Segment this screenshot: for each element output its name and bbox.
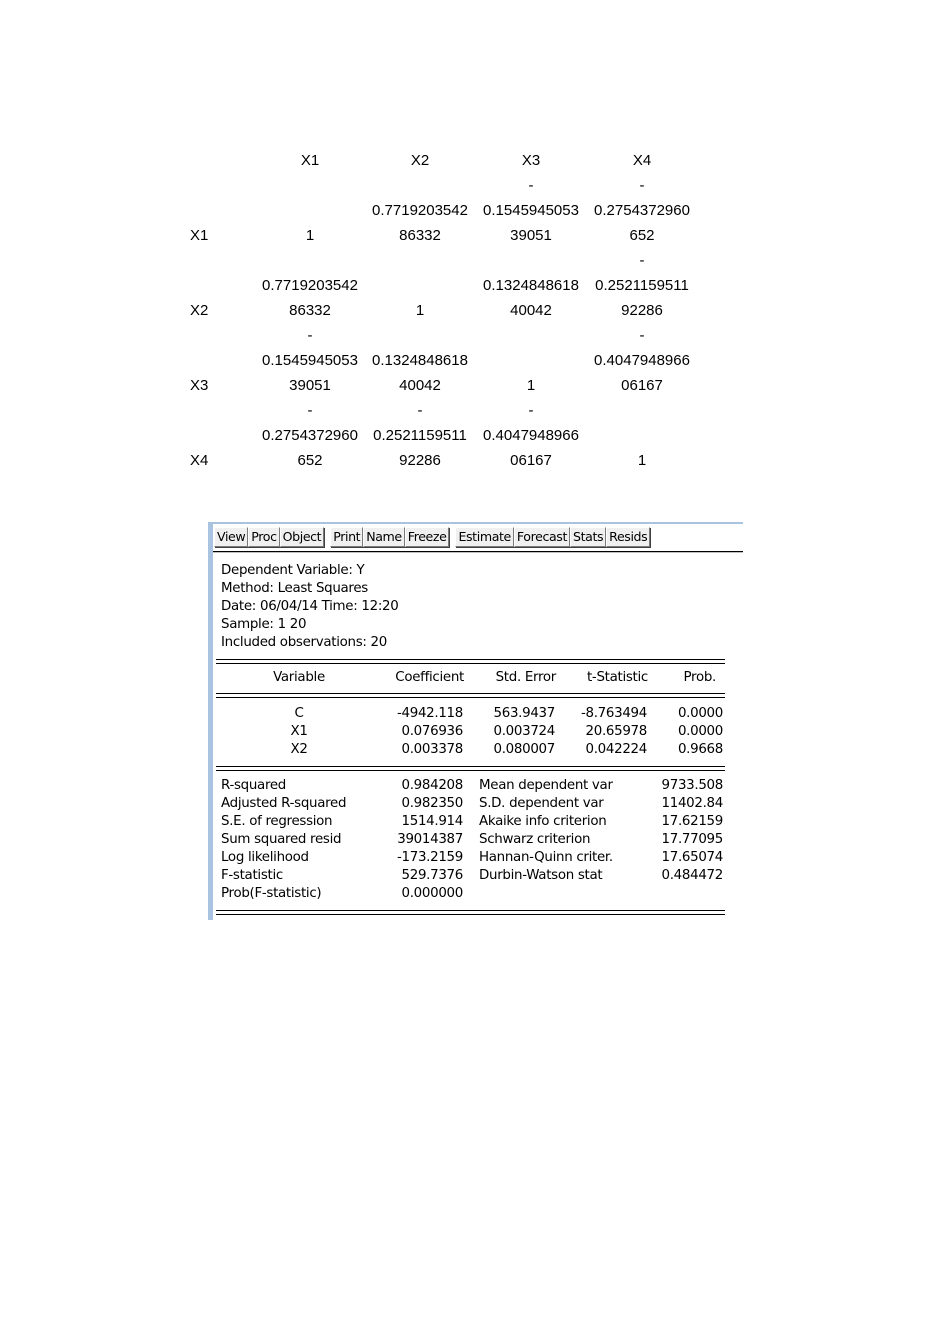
view-button[interactable]: View (214, 527, 248, 547)
matrix-cell-x1-x3: - (528, 177, 534, 194)
matrix-cell-x1-x3: 39051 (510, 227, 552, 244)
resids-button[interactable]: Resids (606, 527, 650, 547)
matrix-cell-x3-x4: 0.4047948966 (594, 352, 690, 369)
coefficient-value: 0.076936 (401, 724, 463, 739)
stat-value: 17.77095 (661, 832, 723, 847)
table-rule-mid (216, 693, 725, 698)
coefficient-value: 0.003724 (493, 724, 555, 739)
matrix-cell-x1-x2: 0.7719203542 (372, 202, 468, 219)
stat-value: 0.982350 (401, 796, 463, 811)
matrix-cell-x1-x2: 86332 (399, 227, 441, 244)
proc-button[interactable]: Proc (248, 527, 279, 547)
coefficient-value: 0.080007 (493, 742, 555, 757)
column-header-coefficient: Coefficient (395, 670, 464, 685)
matrix-cell-x4-x1: 652 (297, 452, 323, 469)
stat-value: 0.484472 (661, 868, 723, 883)
coefficient-value: 0.042224 (585, 742, 647, 757)
column-header-x3: X3 (521, 152, 541, 169)
coefficient-value: 0.9668 (677, 742, 723, 757)
matrix-cell-x2-x1: 0.7719203542 (262, 277, 358, 294)
object-button[interactable]: Object (280, 527, 325, 547)
eviews-equation-window (208, 522, 743, 920)
included-observations: Included observations: 20 (221, 635, 387, 650)
stat-label: Schwarz criterion (479, 832, 591, 847)
stat-value: 529.7376 (401, 868, 463, 883)
matrix-cell-x4-x3: 06167 (510, 452, 552, 469)
matrix-cell-x3-x1: - (307, 327, 313, 344)
matrix-cell-x3-x4: 06167 (621, 377, 663, 394)
forecast-button[interactable]: Forecast (514, 527, 570, 547)
matrix-cell-x1-x4: 652 (629, 227, 655, 244)
stat-label: Hannan-Quinn criter. (479, 850, 613, 865)
table-rule-bottom (216, 910, 725, 915)
print-button[interactable]: Print (330, 527, 363, 547)
toolbar-divider-shadow (213, 552, 743, 553)
estimate-button[interactable]: Estimate (455, 527, 513, 547)
matrix-cell-x4-x2: 0.2521159511 (373, 427, 467, 444)
column-header-x4: X4 (632, 152, 652, 169)
coefficient-value: 20.65978 (585, 724, 647, 739)
method: Method: Least Squares (221, 581, 368, 596)
matrix-cell-x2-x4: - (639, 252, 645, 269)
stat-label: Akaike info criterion (479, 814, 607, 829)
matrix-cell-x3-x4: - (639, 327, 645, 344)
coefficient-value: 0.003378 (401, 742, 463, 757)
freeze-button[interactable]: Freeze (405, 527, 450, 547)
stat-label: Sum squared resid (221, 832, 342, 847)
window-top-border (208, 522, 743, 524)
coefficient-value: 0.0000 (677, 706, 723, 721)
stat-label: S.D. dependent var (479, 796, 604, 811)
row-label-x1: X1 (190, 227, 209, 244)
row-label-x2: X2 (190, 302, 209, 319)
sample: Sample: 1 20 (221, 617, 307, 632)
stat-value: 0.000000 (401, 886, 463, 901)
column-header-x2: X2 (410, 152, 430, 169)
stat-label: Durbin-Watson stat (479, 868, 603, 883)
row-label-x3: X3 (190, 377, 209, 394)
correlation-matrix (0, 0, 950, 480)
stat-value: 1514.914 (401, 814, 463, 829)
matrix-cell-x1-x1: 1 (305, 227, 315, 244)
matrix-cell-x3-x2: 40042 (399, 377, 441, 394)
stat-label: Mean dependent var (479, 778, 613, 793)
matrix-cell-x2-x3: 0.1324848618 (483, 277, 579, 294)
stat-label: F-statistic (221, 868, 283, 883)
matrix-cell-x3-x1: 0.1545945053 (262, 352, 358, 369)
table-rule-stats (216, 766, 725, 771)
matrix-cell-x4-x4: 1 (637, 452, 647, 469)
column-header-x1: X1 (300, 152, 320, 169)
stat-value: 17.65074 (661, 850, 723, 865)
table-rule-top (216, 659, 725, 664)
stat-value: 0.984208 (401, 778, 463, 793)
stat-value: 39014387 (397, 832, 463, 847)
matrix-cell-x3-x1: 39051 (289, 377, 331, 394)
stat-value: -173.2159 (396, 850, 463, 865)
column-header-std-error: Std. Error (495, 670, 556, 685)
variable-name: X2 (290, 742, 308, 757)
stat-label: R-squared (221, 778, 287, 793)
matrix-cell-x3-x3: 1 (526, 377, 536, 394)
matrix-cell-x1-x4: 0.2754372960 (594, 202, 690, 219)
matrix-cell-x1-x3: 0.1545945053 (483, 202, 579, 219)
matrix-cell-x4-x3: - (528, 402, 534, 419)
stat-value: 11402.84 (661, 796, 723, 811)
matrix-cell-x1-x4: - (639, 177, 645, 194)
coefficient-value: -8.763494 (580, 706, 647, 721)
stat-label: Prob(F-statistic) (221, 886, 322, 901)
stat-label: Adjusted R-squared (221, 796, 347, 811)
column-header-variable: Variable (273, 670, 325, 685)
column-header-t-statistic: t-Statistic (586, 670, 648, 685)
stat-value: 9733.508 (661, 778, 723, 793)
dependent-variable: Dependent Variable: Y (221, 563, 365, 578)
variable-name: X1 (290, 724, 308, 739)
matrix-cell-x4-x3: 0.4047948966 (483, 427, 579, 444)
stats-button[interactable]: Stats (570, 527, 606, 547)
matrix-cell-x4-x2: - (417, 402, 423, 419)
matrix-cell-x3-x2: 0.1324848618 (372, 352, 468, 369)
matrix-cell-x4-x1: 0.2754372960 (262, 427, 358, 444)
coefficient-value: 563.9437 (493, 706, 555, 721)
matrix-cell-x2-x2: 1 (415, 302, 425, 319)
coefficient-value: -4942.118 (396, 706, 463, 721)
matrix-cell-x2-x4: 0.2521159511 (595, 277, 689, 294)
stat-label: Log likelihood (221, 850, 309, 865)
matrix-cell-x2-x4: 92286 (621, 302, 663, 319)
stat-value: 17.62159 (661, 814, 723, 829)
stat-label: S.E. of regression (221, 814, 333, 829)
equation-toolbar (214, 527, 650, 548)
coefficient-value: 0.0000 (677, 724, 723, 739)
row-label-x4: X4 (190, 452, 209, 469)
matrix-cell-x4-x1: - (307, 402, 313, 419)
date-time: Date: 06/04/14 Time: 12:20 (221, 599, 399, 614)
column-header-prob: Prob. (683, 670, 716, 685)
variable-name: C (294, 706, 304, 721)
name-button[interactable]: Name (363, 527, 405, 547)
window-left-border (208, 522, 213, 920)
matrix-cell-x2-x3: 40042 (510, 302, 552, 319)
matrix-cell-x4-x2: 92286 (399, 452, 441, 469)
matrix-cell-x2-x1: 86332 (289, 302, 331, 319)
